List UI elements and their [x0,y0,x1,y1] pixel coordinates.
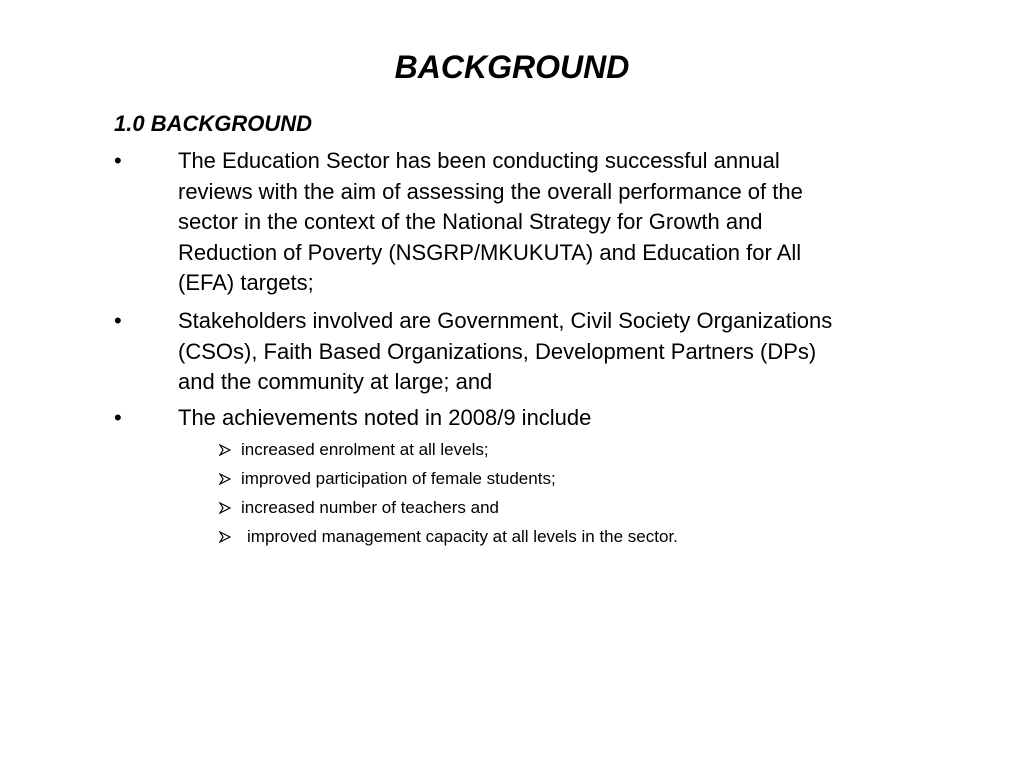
sub-bullet-text: improved participation of female students; [241,469,556,488]
sub-bullet-text: increased number of teachers and [241,498,499,517]
bullet-line: reviews with the aim of assessing the overall performance of the [178,178,803,204]
bullet-marker: • [114,308,122,333]
slide-title: BACKGROUND [394,49,630,85]
sub-bullet-text: increased enrolment at all levels; [241,440,489,459]
sub-bullet-text: improved management capacity at all levels in the sector. [247,527,678,546]
bullet-line: The Education Sector has been conducting successful annual [178,148,780,173]
bullet-marker: • [114,148,122,173]
bullet-text [178,146,958,299]
bullet-line: Stakeholders involved are Government, Civil Society Organizations [178,308,833,333]
bullet-line: sector in the context of the National Strategy for Growth and [178,209,763,234]
bullet-line: The achievements noted in 2008/9 include [178,405,592,430]
section-heading: 1.0 BACKGROUND [114,111,313,136]
bullet-line: (EFA) targets; [178,270,314,295]
bullet-text [178,306,958,398]
arrowhead-bullet-icon [219,473,231,485]
bullet-line: Reduction of Poverty (NSGRP/MKUKUTA) and Education for All [178,239,802,265]
arrowhead-bullet-icon [219,444,231,456]
arrowhead-bullet-icon [219,502,231,514]
arrowhead-bullet-icon [219,531,231,543]
bullet-line: (CSOs), Faith Based Organizations, Development Partners (DPs) [178,338,817,364]
bullet-text [178,403,958,434]
bullet-marker: • [114,405,122,430]
bullet-line: and the community at large; and [178,369,493,394]
